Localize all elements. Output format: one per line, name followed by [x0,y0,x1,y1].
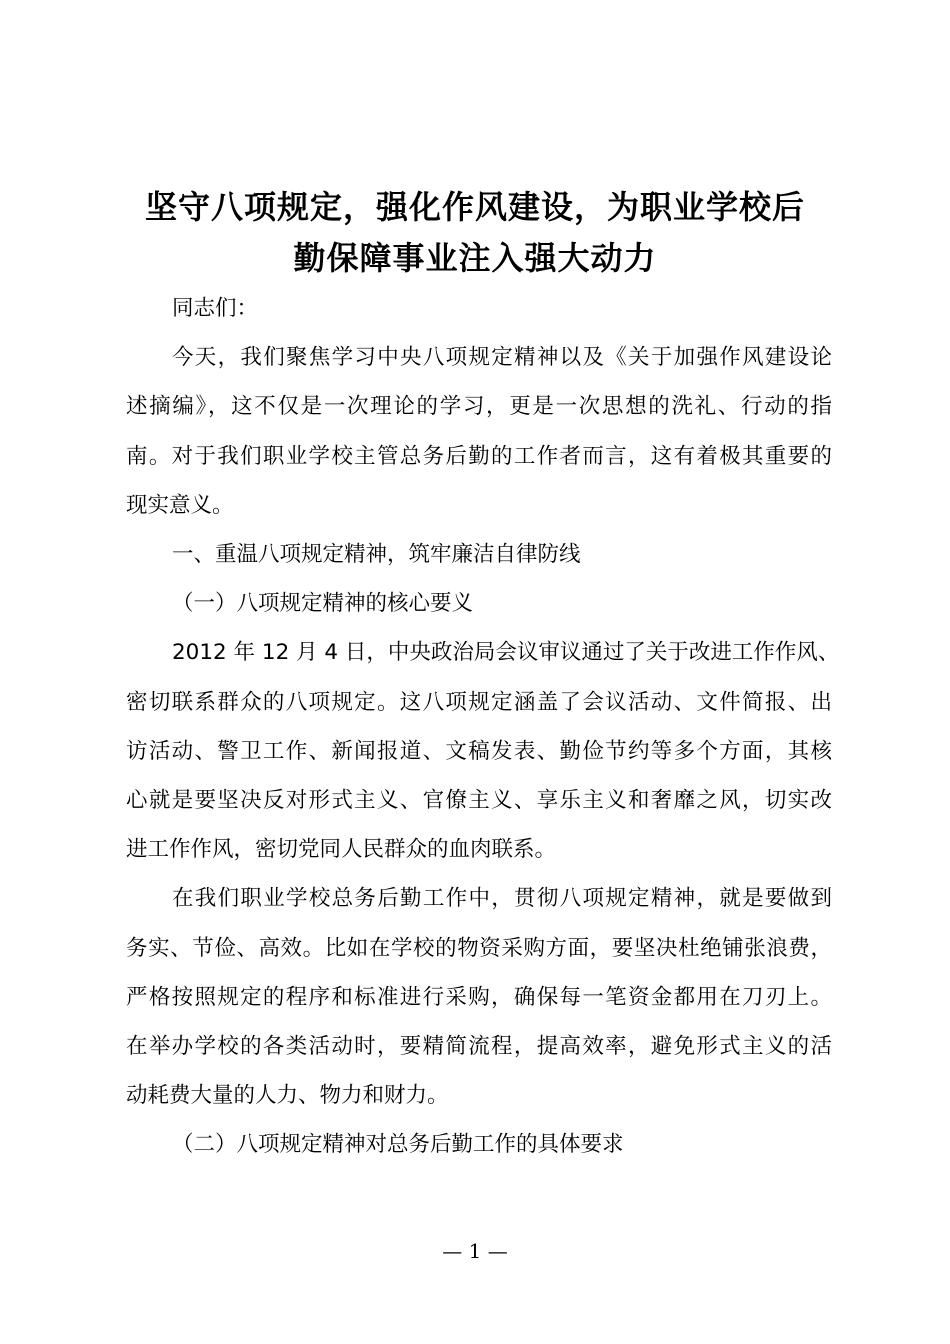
section-heading: 一、重温八项规定精神，筑牢廉洁自律防线 [172,542,581,568]
paragraph-line: 述摘编》，这不仅是一次理论的学习，更是一次思想的洗礼、行动的指 [126,394,832,420]
paragraph-line: 今天，我们聚焦学习中央八项规定精神以及《关于加强作风建设论 [172,345,832,371]
subsection-heading-2 [126,1120,832,1169]
document-body [126,284,840,1170]
paragraph-line: 动耗费大量的人力、物力和财力。 [126,1083,449,1109]
paragraph-line: 2012 年 12 月 4 日，中央政治局会议审议通过了关于改进工作作风、 [172,640,840,666]
paragraph-line: 在我们职业学校总务后勤工作中，贯彻八项规定精神，就是要做到 [172,886,832,912]
subsection-heading-1 [126,579,832,628]
paragraph-line: 现实意义。 [126,492,234,518]
paragraph-line: 进工作作风，密切党同人民群众的血肉联系。 [126,837,557,863]
paragraph-line: 务实、节俭、高效。比如在学校的物资采购方面，要坚决杜绝铺张浪费， [126,935,832,961]
paragraph-line: 在举办学校的各类活动时，要精简流程，提高效率，避免形式主义的活 [126,1034,832,1060]
paragraph-line: 严格按照规定的程序和标准进行采购，确保每一笔资金都用在刀刃上。 [126,984,832,1010]
section-heading-1 [126,530,832,579]
paragraph-logistics [126,874,832,1120]
title-line-2: 勤保障事业注入强大动力 [293,239,657,277]
title-line-1: 坚守八项规定，强化作风建设，为职业学校后 [144,188,805,226]
paragraph-line: 心就是要坚决反对形式主义、官僚主义、享乐主义和奢靡之风，切实改 [126,788,832,814]
subsection-heading: （一）八项规定精神的核心要义 [172,591,474,617]
paragraph-eight-rules [126,628,840,874]
paragraph-line: 访活动、警卫工作、新闻报道、文稿发表、勤俭节约等多个方面，其核 [126,738,832,764]
greeting: 同志们： [172,296,259,321]
subsection-heading: （二）八项规定精神对总务后勤工作的具体要求 [172,1132,624,1158]
page-number: — 1 — [442,1239,508,1263]
paragraph-line: 密切联系群众的八项规定。这八项规定涵盖了会议活动、文件简报、出 [126,689,832,715]
document-title [110,182,840,284]
paragraph-line: 南。对于我们职业学校主管总务后勤的工作者而言，这有着极其重要的 [126,443,832,469]
paragraph-intro [126,333,832,530]
greeting-paragraph [126,284,832,333]
